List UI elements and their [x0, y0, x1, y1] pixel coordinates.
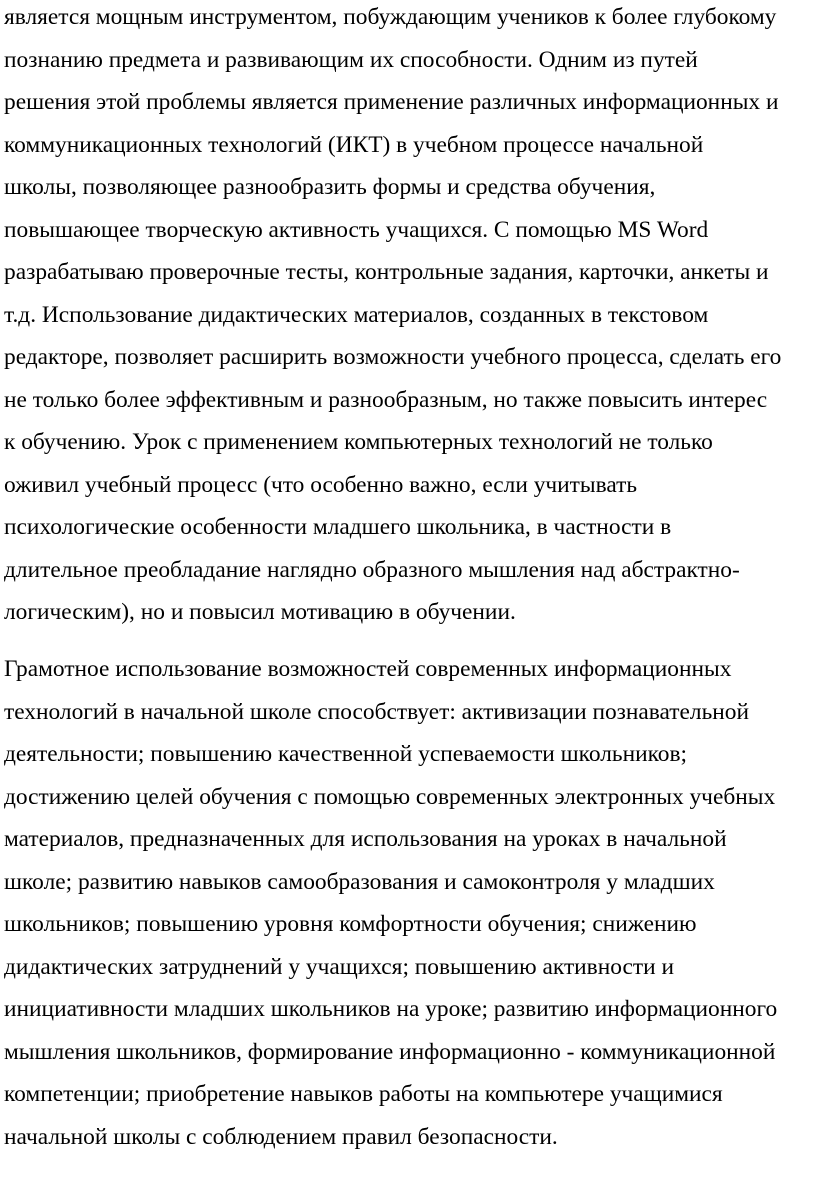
text-line: к обучению. Урок с применением компьютерных технологий не только: [4, 429, 713, 455]
text-line: материалов, предназначенных для использования на уроках в начальной: [4, 826, 727, 852]
text-line: школе; развитию навыков самообразования и самоконтроля у младших: [4, 868, 715, 895]
text-line: коммуникационных технологий (ИКТ) в учебном процессе начальной: [4, 131, 704, 158]
text-line: технологий в начальной школе способствует: активизации познавательной: [4, 698, 749, 725]
text-line: является мощным инструментом, побуждающим учеников к более глубокому: [4, 4, 777, 30]
text-line: логическим), но и повысил мотивацию в обучении.: [4, 599, 516, 625]
text-line: оживил учебный процесс (что особенно важно, если учитывать: [4, 471, 638, 498]
text-line: Грамотное использование возможностей современных информационных: [4, 656, 732, 682]
text-line: инициативности младших школьников на уроке; развитию информационного: [4, 996, 778, 1022]
text-line: длительное преобладание наглядно образного мышления над абстрактно-: [4, 556, 740, 583]
text-line: школьников; повышению уровня комфортности обучения; снижению: [4, 911, 697, 937]
text-line: школы, позволяющее разнообразить формы и средства обучения,: [4, 174, 656, 200]
text-line: повышающее творческую активность учащихся. С помощью MS Word: [4, 216, 709, 243]
text-line: познанию предмета и развивающим их способности. Одним из путей: [4, 46, 698, 73]
text-line: дидактических затруднений у учащихся; повышению активности и: [4, 953, 675, 980]
text-line: редакторе, позволяет расширить возможности учебного процесса, сделать его: [4, 344, 782, 370]
text-line: не только более эффективным и разнообразным, но также повысить интерес: [4, 386, 768, 413]
text-line: начальной школы с соблюдением правил безопасности.: [4, 1123, 558, 1150]
text-line: решения этой проблемы является применение различных информационных и: [4, 89, 779, 115]
text-line: разрабатываю проверочные тесты, контрольные задания, карточки, анкеты и: [4, 259, 769, 285]
text-line: компетенции; приобретение навыков работы на компьютере учащимися: [4, 1081, 723, 1107]
text-line: достижению целей обучения с помощью современных электронных учебных: [4, 783, 776, 810]
body-paragraph-2: [4, 648, 777, 1158]
text-line: деятельности; повышению качественной успеваемости школьников;: [4, 741, 688, 767]
text-line: психологические особенности младшего школьника, в частности в: [4, 514, 672, 540]
body-paragraph-1: [4, 0, 781, 634]
text-line: т.д. Использование дидактических материалов, созданных в текстовом: [4, 301, 709, 328]
text-line: мышления школьников, формирование информационно - коммуникационной: [4, 1038, 776, 1065]
